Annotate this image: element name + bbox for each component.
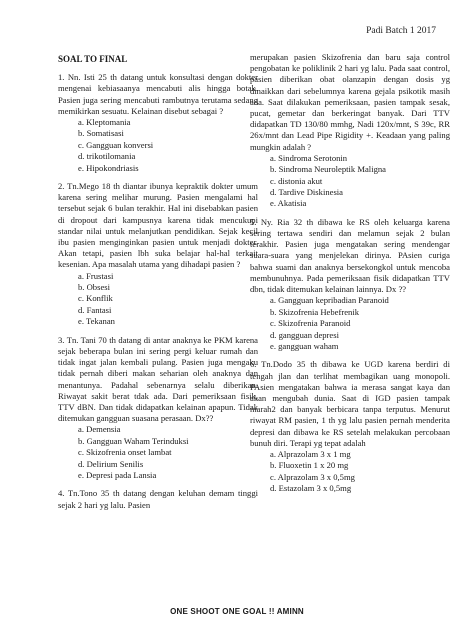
left-column: [58, 54, 258, 518]
question-text: merupakan pasien Skizofrenia dan baru saja control pengobatan ke poliklinik 2 hari yg lalu. Pada saat control, pasien diberikan obat olanzapin dengan dosis yg dinaikkan dari sebelumnya karena gejala psikotik masih ada. Saat dilakukan pemeriksaan, pasien tampak sesak, pucat, gemetar dan berkeringat banyak. Dari TTV didapatkan TD 130/80 mmhg, Nadi 120x/mnt, S 39c, RR 26x/mnt dan Lead Pipe Rigidity +. Keadaan yang paling mungkin adalah ?: [250, 52, 450, 152]
option-list: [58, 117, 258, 174]
question-5: [250, 217, 450, 352]
option: b. Skizofrenia Hebefrenik: [270, 306, 360, 317]
option: e. Akatisia: [270, 198, 307, 209]
option: c. distonia akut: [270, 175, 323, 186]
option: b. Gangguan Waham Terinduksi: [78, 435, 189, 446]
question-2: [58, 181, 258, 328]
question-text: 6. Tn.Dodo 35 th dibawa ke UGD karena berdiri di tengah jlan dan terlihat membagikan uang monopoli. PAsien mengatakan bahwa ia merasa sangat kaya dan akan mengubah dunia. Saat di IGD pasien tampak marah2 dan banyak berbicara tanpa terputus. Menurut riwayat RM pasien, 1 th yg lalu pasien pernah menderita depresi dan dibawa ke RS setelah melakukan percobaan bunuh diri. Terapi yg tepat adalah: [250, 359, 450, 448]
option: b. Obsesi: [78, 282, 110, 293]
question-4-continued: [250, 52, 450, 210]
option: c. Skizofrenia onset lambat: [78, 447, 172, 458]
option: d. Fantasi: [78, 304, 112, 315]
question-4-start: [58, 488, 258, 510]
option: e. Tekanan: [78, 316, 115, 327]
option-list: [250, 153, 450, 210]
option: e. gangguan waham: [270, 340, 339, 351]
option: c. Gangguan konversi: [78, 139, 154, 150]
option: b. Sindroma Neuroleptik Maligna: [270, 164, 386, 175]
question-text: 2. Tn.Mego 18 th diantar ibunya kepraktik dokter umum karena sering melihar murung. Pasien mengalami hal tersebut sejak 6 bulan terakhir. Hal ini disebabkan pasien di dropout dari kampusnya karena tidak mencukupi standar nilai untuk melanjutkan pendidikan. Sejak kecil ibu pasien menginginkan pasien untuk menjadi dokter. Akan tetapi, pasien lbh suka belajar hal-hal terkait kesenian. Apa masalah utama yang dihadapi pasien ?: [58, 181, 258, 270]
option: c. Konflik: [78, 293, 113, 304]
option-list: [250, 295, 450, 352]
option: d. gangguan depresi: [270, 329, 339, 340]
option: d. Estazolam 3 x 0,5mg: [270, 483, 352, 494]
option: a. Gangguan kepribadian Paranoid: [270, 295, 389, 306]
option-list: [58, 424, 258, 481]
option: a. Demensia: [78, 424, 121, 435]
option-list: [58, 271, 258, 328]
document-title: SOAL TO FINAL: [58, 54, 128, 64]
option: d. trikotilomania: [78, 151, 136, 162]
option: d. Delirium Senilis: [78, 458, 144, 469]
batch-header: Padi Batch 1 2017: [366, 26, 436, 36]
question-text: 3. Tn. Tani 70 th datang di antar anaknya ke PKM karena sejak beberapa bulan ini sering pergi keluar rumah dan tidak ingat jalan kembali pulang. Pasien juga mengaku tidak pernah diberi makan seharian oleh anaknya dan menantunya. Padahal sebenarnya selalu diberikan. Riwayat sakit berat tdak ada. Dari pemeriksaan fisik, TTV dBN. Dan tidak didapatkan kelainan apapun. Tidak ditemukan gangguan suasana perasaan. Dx??: [58, 334, 258, 424]
option: a. Sindroma Serotonin: [270, 152, 348, 163]
question-1: [58, 72, 258, 174]
option: a. Alprazolam 3 x 1 mg: [270, 448, 351, 459]
option: b. Somatisasi: [78, 128, 124, 139]
option: c. Skizofrenia Paranoid: [270, 318, 351, 329]
option: d. Tardive Diskinesia: [270, 187, 343, 198]
option: c. Alprazolam 3 x 0,5mg: [270, 471, 355, 482]
question-6: [250, 359, 450, 494]
question-text: 1. Nn. Isti 25 th datang untuk konsultasi dengan dokter mengenai kebiasaanya mencabuti alis hingga botak. Pasien juga sering mencabuti rambutnya terutama sedang memikirkan sesuatu. Kelainan disebut sebagai ?: [58, 72, 258, 116]
question-text: 4. Tn.Tono 35 th datang dengan keluhan demam tinggi sejak 2 hari yg lalu. Pasien: [58, 488, 258, 510]
footer-motto: ONE SHOOT ONE GOAL !! AMINN: [170, 607, 304, 616]
option: e. Hipokondriasis: [78, 162, 139, 173]
option: a. Kleptomania: [78, 117, 131, 128]
option: e. Depresi pada Lansia: [78, 469, 157, 480]
option: b. Fluoxetin 1 x 20 mg: [270, 460, 349, 471]
option-list: [250, 449, 450, 495]
option: a. Frustasi: [78, 270, 114, 281]
right-column: [250, 52, 450, 502]
question-3: [58, 335, 258, 482]
question-text: 5. Ny. Ria 32 th dibawa ke RS oleh keluarga karena sering tertawa sendiri dan melamun sejak 2 bulan terakhir. Pasien juga mengatakan sering mendengar suara-suara yang menjelekan dirinya. PAsien curiga bahwa suami dan anaknya bersekongkol untuk mencoba membunuhnya. Pada pemeriksaan fisik didapatkan TTV dbn, tidak ditemukan kelainan lainnya. Dx ??: [250, 216, 450, 295]
